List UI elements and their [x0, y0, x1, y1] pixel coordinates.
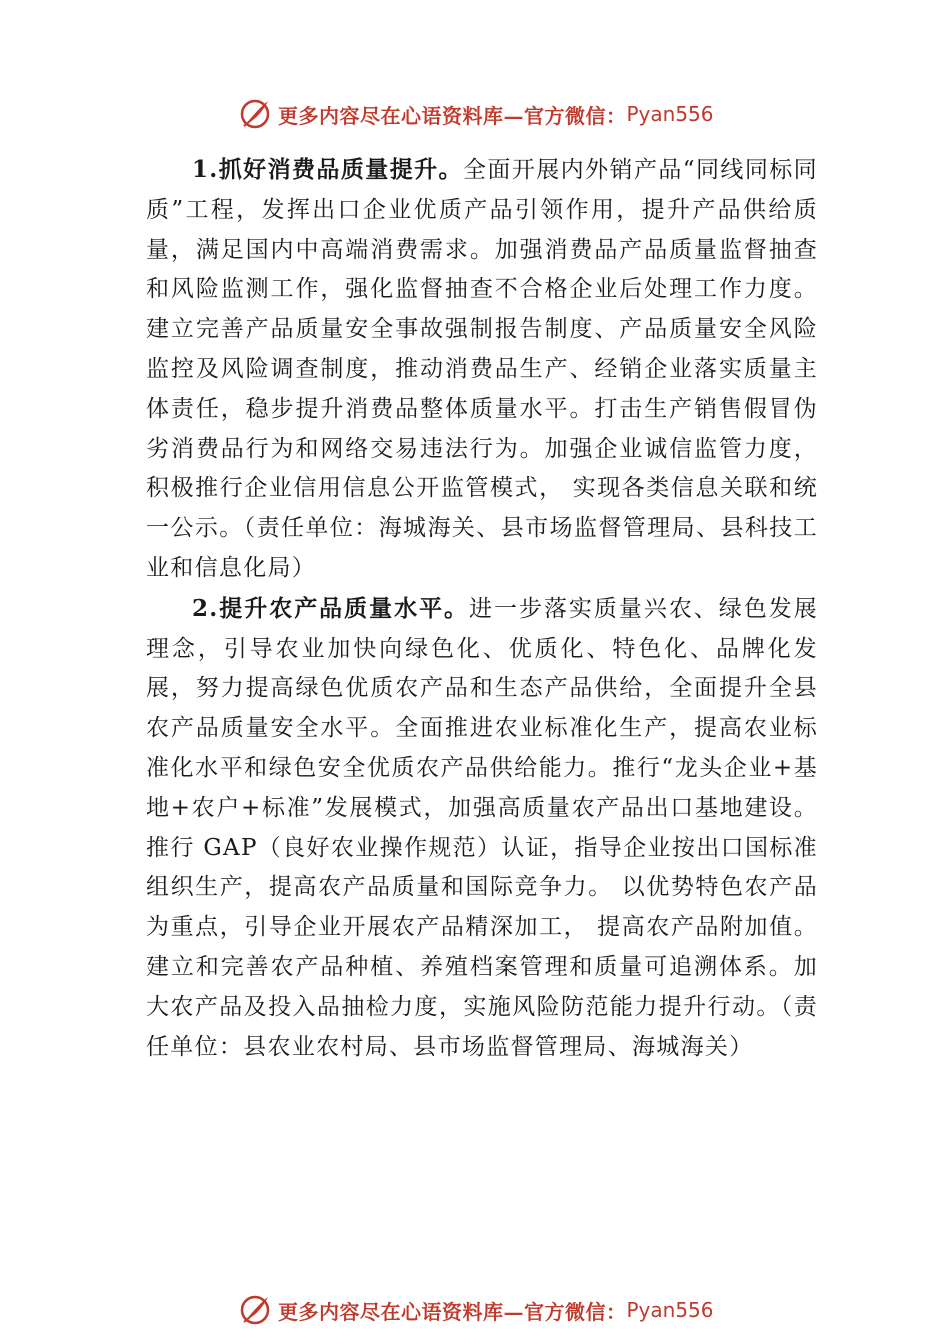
quill-logo-icon	[238, 1293, 272, 1327]
footer-banner	[238, 1290, 714, 1330]
header-banner	[238, 94, 714, 134]
document-body	[146, 150, 818, 1067]
banner-wechat-id: Pyan556	[626, 102, 714, 126]
paragraph-1	[146, 150, 818, 589]
quill-logo-icon	[238, 97, 272, 131]
banner-text: 更多内容尽在心语资料库—官方微信：	[278, 1299, 627, 1324]
paragraph-1-heading: 1.抓好消费品质量提升。	[192, 156, 463, 183]
paragraph-2-heading: 2.提升农产品质量水平。	[192, 594, 470, 622]
paragraph-2-body: 进一步落实质量兴农、绿色发展理念，引导农业加快向绿色化、优质化、特色化、品牌化发展，努力提高绿色优质农产品和生态产品供给，全面提升全县农产品质量安全水平。全面推进农业标准化生产，提高农业标准化水平和绿色安全优质农产品供给能力。推行“龙头企业+基地+农户+标准”发展模式，加强高质量农产品出口基地建设。推行 GAP（良好农业操作规范）认证，指导企业按出口国标准组织生产，提高农产品质量和国际竞争力。 以优势特色农产品为重点，引导企业开展农产品精深加工， 提高农产品附加值。建立和完善农产品种植、养殖档案管理和质量可追溯体系。加大农产品及投入品抽检力度，实施风险防范能力提升行动。（责任单位：县农业农村局、县市场监督管理局、海城海关）	[146, 595, 818, 1060]
banner-wechat-id: Pyan556	[626, 1298, 714, 1322]
banner-text: 更多内容尽在心语资料库—官方微信：	[278, 103, 627, 128]
paragraph-1-body: 全面开展内外销产品“同线同标同质”工程，发挥出口企业优质产品引领作用，提升产品供给质量，满足国内中高端消费需求。加强消费品产品质量监督抽查和风险监测工作，强化监督抽查不合格企业后处理工作力度。建立完善产品质量安全事故强制报告制度、产品质量安全风险监控及风险调查制度，推动消费品生产、经销企业落实质量主体责任，稳步提升消费品整体质量水平。打击生产销售假冒伪劣消费品行为和网络交易违法行为。加强企业诚信监管力度，积极推行企业信用信息公开监管模式， 实现各类信息关联和统一公示。（责任单位：海城海关、县市场监督管理局、县科技工业和信息化局）	[146, 157, 818, 581]
paragraph-2	[146, 589, 818, 1068]
